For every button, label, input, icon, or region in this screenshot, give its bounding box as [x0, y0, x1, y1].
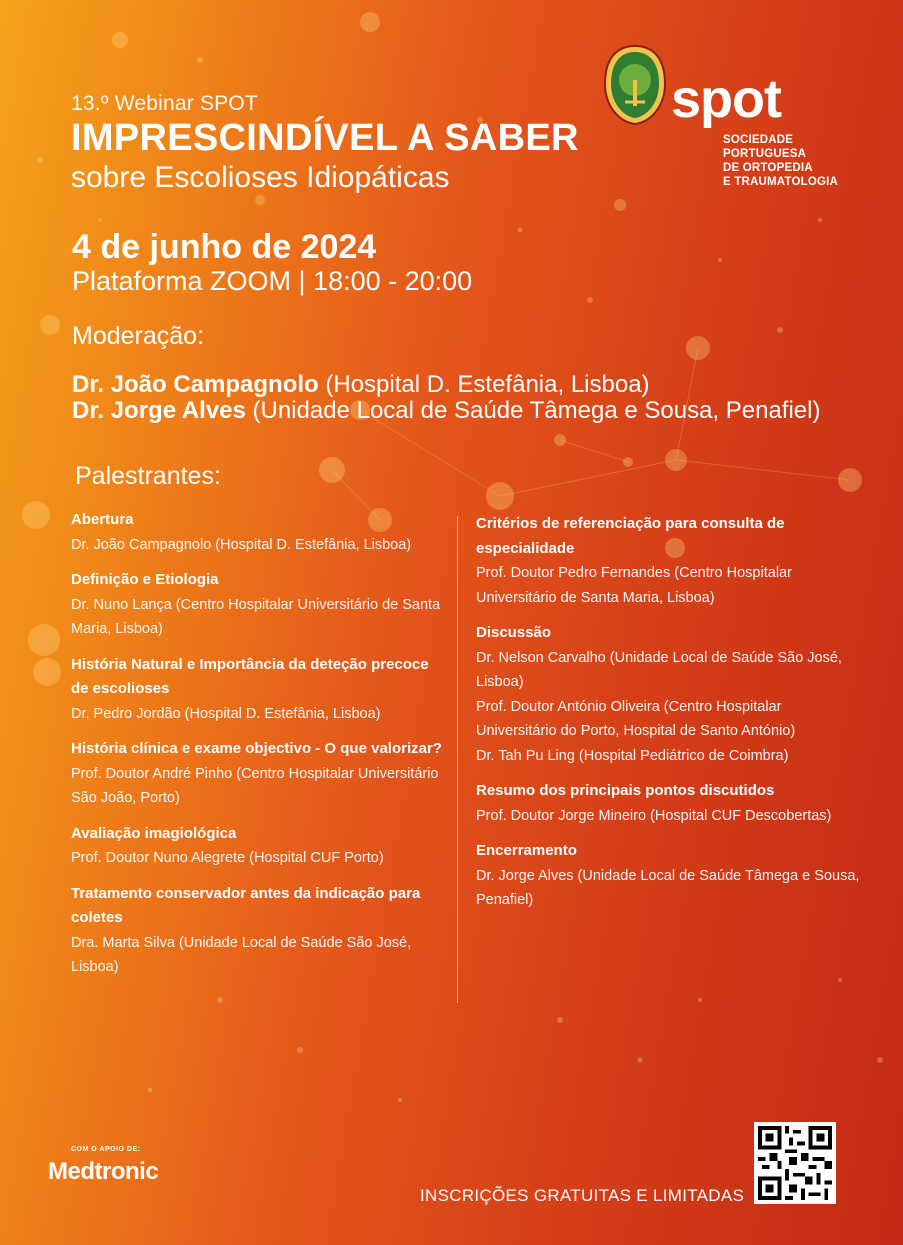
- moderator-affiliation: (Unidade Local de Saúde Tâmega e Sousa, Penafiel): [252, 397, 821, 424]
- event-header: [71, 92, 631, 196]
- support-label: COM O APOIO DE:: [71, 1146, 141, 1153]
- session-title: Discussão: [476, 624, 552, 641]
- event-venue: Plataforma ZOOM | 18:00 - 20:00: [72, 266, 473, 296]
- session-title: Definição e Etiologia: [71, 571, 219, 588]
- session-title: Critérios de referenciação para consulta de especialidade: [476, 515, 785, 557]
- registration-notice: INSCRIÇÕES GRATUITAS E LIMITADAS: [420, 1186, 745, 1205]
- session-item: [71, 882, 449, 980]
- session-speaker: Dr. Tah Pu Ling (Hospital Pediátrico de Coimbra): [476, 747, 789, 764]
- session-speaker: Prof. Doutor Pedro Fernandes (Centro Hospitalar Universitário de Santa Maria, Lisboa): [476, 565, 792, 606]
- webinar-kicker: 13.º Webinar SPOT: [71, 92, 258, 115]
- event-title: IMPRESCINDÍVEL A SABER: [71, 117, 579, 159]
- moderator-item: [72, 372, 820, 398]
- org-line: DE ORTOPEDIA: [723, 162, 813, 174]
- session-item: [71, 508, 449, 557]
- column-divider: [457, 516, 458, 1003]
- session-item: [476, 839, 861, 913]
- spot-brand-name: spot: [671, 69, 781, 129]
- session-item: [71, 653, 449, 727]
- moderator-item: [72, 398, 820, 424]
- session-item: [476, 621, 861, 768]
- spot-emblem-icon: [603, 44, 667, 126]
- session-item: [476, 779, 861, 828]
- speakers-heading: Palestrantes:: [75, 462, 221, 490]
- spot-organization-name: [723, 133, 868, 189]
- session-speaker: Prof. Doutor Jorge Mineiro (Hospital CUF Descobertas): [476, 807, 832, 824]
- program-right-column: [476, 512, 861, 924]
- program-left-column: [71, 508, 449, 991]
- moderator-name: Dr. Jorge Alves: [72, 397, 246, 424]
- moderator-affiliation: (Hospital D. Estefânia, Lisboa): [325, 371, 650, 398]
- moderator-name: Dr. João Campagnolo: [72, 371, 319, 398]
- session-speaker: Dra. Marta Silva (Unidade Local de Saúde São José, Lisboa): [71, 934, 412, 975]
- event-subtitle: sobre Escolioses Idiopáticas: [71, 161, 450, 194]
- session-title: Avaliação imagiológica: [71, 824, 237, 842]
- session-title: Resumo dos principais pontos discutidos: [476, 782, 775, 799]
- session-speaker: Prof. Doutor Nuno Alegrete (Hospital CUF Porto): [71, 850, 384, 866]
- session-item: [71, 568, 449, 642]
- session-title: Tratamento conservador antes da indicação para coletes: [71, 884, 421, 926]
- session-speaker: Dr. Jorge Alves (Unidade Local de Saúde Tâmega e Sousa, Penafiel): [476, 867, 860, 908]
- session-title: Abertura: [71, 511, 134, 528]
- sponsor-logo: Medtronic: [48, 1158, 159, 1185]
- session-title: História clínica e exame objectivo - O que valorizar?: [71, 740, 442, 757]
- session-item: [71, 737, 449, 811]
- session-speaker: Dr. Nuno Lança (Centro Hospitalar Universitário de Santa Maria, Lisboa): [71, 596, 441, 637]
- session-speaker: Dr. João Campagnolo (Hospital D. Estefânia, Lisboa): [71, 536, 412, 553]
- session-title: História Natural e Importância da deteção precoce de escolioses: [71, 655, 429, 697]
- session-title: Encerramento: [476, 842, 577, 859]
- qr-code-icon[interactable]: [754, 1122, 836, 1204]
- spot-logo: [603, 44, 868, 188]
- org-line: E TRAUMATOLOGIA: [723, 176, 839, 188]
- session-item: [476, 512, 861, 610]
- moderators-list: [72, 372, 820, 424]
- session-speaker: Prof. Doutor André Pinho (Centro Hospitalar Universitário São João, Porto): [71, 765, 439, 806]
- moderation-heading: Moderação:: [72, 322, 205, 350]
- session-item: [71, 822, 449, 871]
- org-line: SOCIEDADE PORTUGUESA: [723, 134, 807, 160]
- session-speaker: Prof. Doutor António Oliveira (Centro Hospitalar Universitário do Porto, Hospital de Santo António): [476, 698, 796, 739]
- session-speaker: Dr. Nelson Carvalho (Unidade Local de Saúde São José, Lisboa): [476, 649, 842, 690]
- session-speaker: Dr. Pedro Jordão (Hospital D. Estefânia, Lisboa): [71, 705, 381, 722]
- event-date: 4 de junho de 2024: [72, 228, 377, 266]
